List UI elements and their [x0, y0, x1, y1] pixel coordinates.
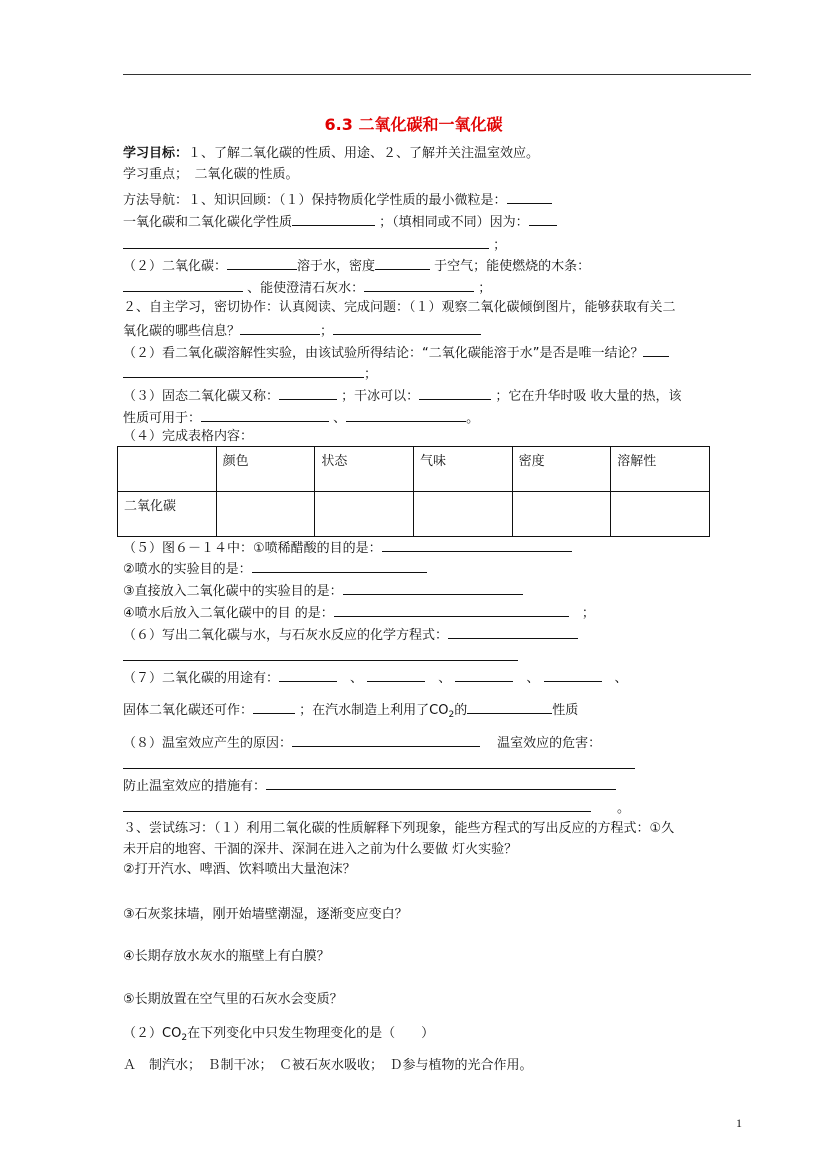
s7-line — [123, 668, 628, 688]
properties-table — [117, 446, 710, 537]
table-input-cell[interactable] — [611, 492, 710, 537]
blank[interactable] — [333, 321, 481, 335]
blank[interactable] — [292, 733, 480, 747]
t3-line: ３、尝试练习：（１）利用二氧化碳的性质解释下列现象，能些方程式的写出反应的方程式：①久 — [123, 821, 675, 836]
table-cell: 颜色 — [216, 447, 315, 492]
s2-2-text: （２）看二氧化碳溶解性实验，由该试验所得结论：“二氧化碳能溶于水”是否是唯一结论？ — [123, 346, 644, 361]
page-title: 6.3 二氧化碳和一氧化碳 — [324, 115, 503, 134]
table-row — [118, 492, 710, 537]
t4-line — [123, 1025, 434, 1047]
s3-text-e: 、 — [333, 411, 347, 426]
table-cell — [118, 447, 217, 492]
s3b-line — [123, 408, 479, 428]
s2b-text: 氧化碳的哪些信息？ — [123, 324, 241, 339]
blank[interactable] — [123, 647, 518, 661]
s8-text: （８）温室效应产生的原因： — [123, 736, 293, 751]
blank[interactable] — [455, 668, 513, 682]
table-cell: 二氧化碳 — [118, 492, 217, 537]
s7b-line — [123, 700, 578, 724]
guide2-text: 一氧化碳和二氧化碳化学性质 — [123, 215, 293, 230]
guide3-line — [123, 235, 506, 255]
s8c-line — [123, 776, 616, 796]
co2-formula: CO — [162, 1026, 182, 1041]
semicolon: ； — [364, 367, 378, 382]
s8d-line — [123, 798, 630, 818]
blank[interactable] — [279, 668, 337, 682]
table-cell: 密度 — [512, 447, 611, 492]
s6-line — [123, 625, 578, 645]
table-cell: 状态 — [315, 447, 414, 492]
t3b-line: 未开启的地窖、干涸的深井、深洞在进入之前为什么要做 灯火实验？ — [123, 842, 518, 857]
s3-text-c: ；它在升华时吸 收大量的热，该 — [495, 389, 682, 404]
s3-text: （３）固态二氧化碳又称： — [123, 389, 280, 404]
goals-label: 学习目标： — [123, 146, 189, 161]
dun: 、 — [438, 671, 452, 686]
s6-text: （６）写出二氧化碳与水，与石灰水反应的化学方程式： — [123, 628, 449, 643]
s2-2b-line — [123, 364, 377, 384]
guide-text: 方法导航：１、知识回顾：（１）保持物质化学性质的最小微粒是： — [123, 193, 507, 208]
s4-line: （４）完成表格内容： — [123, 429, 254, 444]
s2b-line — [123, 321, 481, 341]
blank[interactable] — [467, 700, 552, 714]
blank[interactable] — [346, 408, 466, 422]
semicolon: ； — [478, 281, 492, 296]
table-input-cell[interactable] — [315, 492, 414, 537]
blank[interactable] — [334, 603, 569, 617]
blank[interactable] — [367, 668, 425, 682]
q2-text-d: 、能使澄清石灰水： — [247, 281, 365, 296]
blank[interactable] — [240, 321, 320, 335]
table-input-cell[interactable] — [413, 492, 512, 537]
t3e-line: ④长期存放水灰水的瓶壁上有白膜？ — [123, 949, 330, 964]
blank[interactable] — [123, 364, 364, 378]
t3c-line: ②打开汽水、啤酒、饮料喷出大量泡沫？ — [123, 862, 356, 877]
blank[interactable] — [419, 386, 491, 400]
s5b-line — [123, 559, 427, 579]
s5d-text: ④喷水后放入二氧化碳中的目 的是： — [123, 606, 334, 621]
table-cell: 气味 — [413, 447, 512, 492]
table-cell: 溶解性 — [611, 447, 710, 492]
s8c-text: 防止温室效应的措施有： — [123, 779, 267, 794]
blank[interactable] — [266, 776, 616, 790]
s8-blank-line — [123, 755, 635, 775]
blank[interactable] — [253, 700, 295, 714]
blank[interactable] — [364, 278, 474, 292]
q2-text: （２）二氧化碳： — [123, 259, 228, 274]
q2-text-b: 溶于水，密度 — [297, 259, 376, 274]
s7b-text: 固体二氧化碳还可作： — [123, 703, 254, 718]
focus-line: 学习重点； 二氧化碳的性质。 — [123, 167, 299, 182]
page-number: 1 — [736, 1116, 742, 1130]
blank[interactable] — [279, 386, 337, 400]
blank[interactable] — [448, 625, 578, 639]
dun: 、 — [526, 671, 540, 686]
s2-2-line — [123, 343, 669, 363]
s8b-text: 温室效应的危害： — [497, 736, 602, 751]
header-rule — [123, 74, 751, 75]
s5d-line — [123, 603, 595, 623]
s7-text: （７）二氧化碳的用途有： — [123, 671, 280, 686]
blank[interactable] — [643, 343, 669, 357]
dun: 、 — [350, 671, 364, 686]
subscript-2: 2 — [448, 710, 455, 720]
co2-formula: CO — [429, 703, 449, 718]
blank[interactable] — [201, 408, 329, 422]
s3-line — [123, 386, 681, 406]
options-line: Ａ 制汽水； Ｂ制干冰； Ｃ被石灰水吸收； Ｄ参与植物的光合作用。 — [123, 1058, 533, 1073]
blank[interactable] — [123, 755, 635, 769]
s2-line: ２、自主学习，密切协作：认真阅读、完成问题：（１）观察二氧化碳倾倒图片，能够获取有关二 — [123, 300, 676, 315]
table-input-cell[interactable] — [216, 492, 315, 537]
blank[interactable] — [507, 190, 552, 204]
t3f-line: ⑤长期放置在空气里的石灰水会变质？ — [123, 992, 343, 1007]
blank[interactable] — [529, 212, 557, 226]
q2-text-c: 于空气；能使燃烧的木条： — [434, 259, 591, 274]
dun: 、 — [614, 671, 628, 686]
t4-text-b: 在下列变化中只发生物理变化的是（ ） — [187, 1026, 435, 1041]
s7e-text: 性质 — [552, 703, 579, 718]
q2b-line — [123, 278, 491, 298]
s8-line — [123, 733, 601, 753]
guide-line — [123, 190, 552, 210]
blank[interactable] — [123, 235, 489, 249]
blank[interactable] — [227, 256, 297, 270]
semicolon: ； — [320, 324, 334, 339]
s7d-text: 的 — [454, 703, 468, 718]
s3-text-b: ；干冰可以： — [341, 389, 420, 404]
s5c-line — [123, 581, 523, 601]
s5-text: （５）图６－１４中：①喷稀醋酸的目的是： — [123, 541, 382, 556]
blank[interactable] — [292, 212, 375, 226]
period: 。 — [617, 801, 631, 816]
t3d-line: ③石灰浆抹墙，刚开始墙壁潮湿，逐渐变应变白？ — [123, 907, 408, 922]
blank[interactable] — [252, 559, 427, 573]
blank[interactable] — [375, 256, 430, 270]
q2-line — [123, 256, 590, 276]
table-input-cell[interactable] — [512, 492, 611, 537]
blank[interactable] — [123, 798, 591, 812]
semicolon: ； — [493, 238, 507, 253]
goals-line — [123, 145, 539, 163]
guide2-text-b: ；（填相同或不同）因为： — [379, 215, 529, 230]
goals-text: １、了解二氧化碳的性质、用途、２、了解并关注温室效应。 — [188, 146, 540, 161]
s6b-line — [123, 647, 518, 667]
blank[interactable] — [343, 581, 523, 595]
table-header-row — [118, 447, 710, 492]
s7c-text: ；在汽水制造上利用了 — [299, 703, 430, 718]
blank[interactable] — [544, 668, 602, 682]
blank[interactable] — [123, 278, 243, 292]
s3-text-d: 性质可用于： — [123, 411, 202, 426]
s5b-text: ②喷水的实验目的是： — [123, 562, 252, 577]
subscript-2: 2 — [181, 1033, 188, 1043]
semicolon: ； — [581, 606, 595, 621]
s5-line — [123, 538, 572, 558]
s5c-text: ③直接放入二氧化碳中的实验目的是： — [123, 584, 343, 599]
period: 。 — [466, 411, 480, 426]
guide2-line — [123, 212, 557, 232]
t4-text: （２） — [123, 1026, 163, 1041]
blank[interactable] — [382, 538, 572, 552]
